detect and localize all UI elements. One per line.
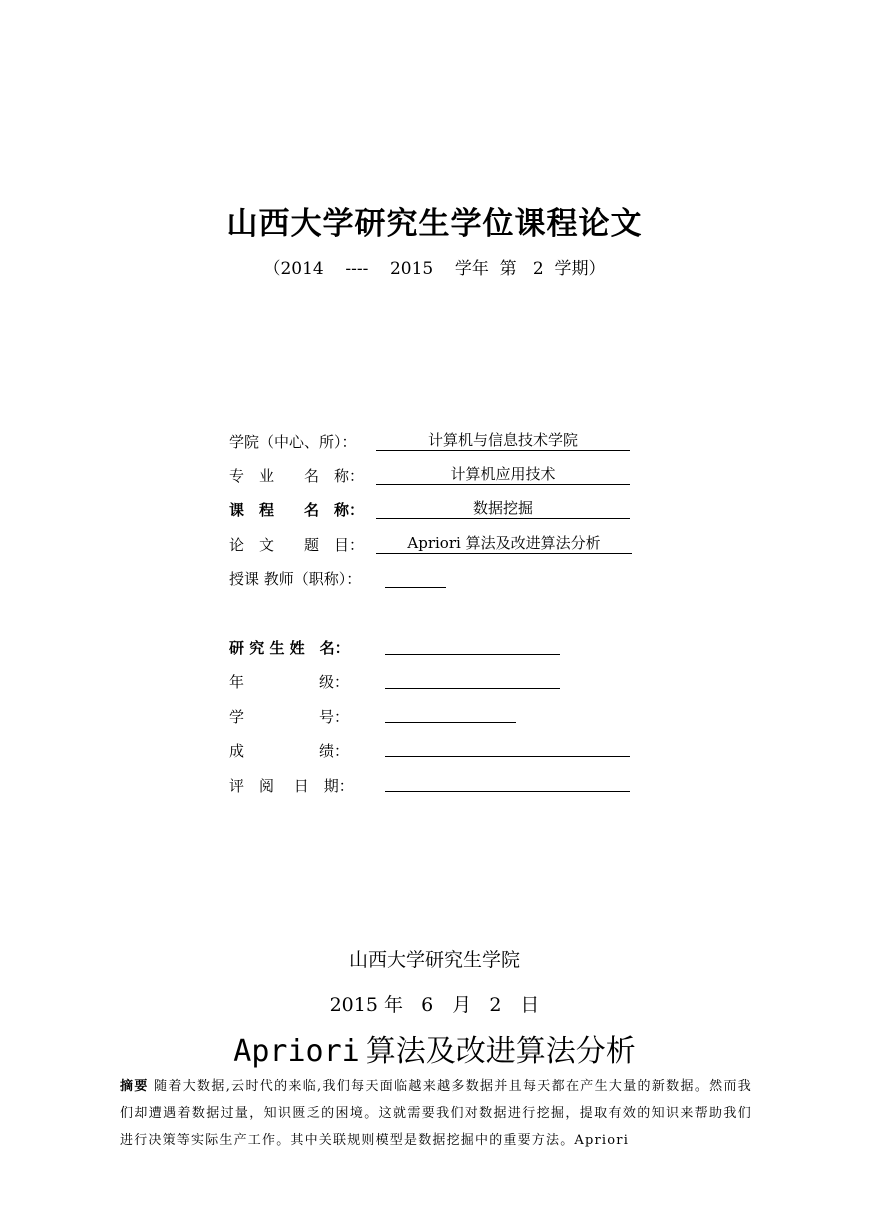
student-name-label: 研 究 生 姓 名： xyxy=(229,639,350,657)
term-di: 第 xyxy=(499,259,517,279)
student-name-field[interactable] xyxy=(385,634,560,655)
major-label: 专 业 名 称： xyxy=(229,467,365,485)
college-field[interactable]: 计算机与信息技术学院 xyxy=(376,430,630,451)
teacher-field[interactable] xyxy=(385,567,446,588)
review-date-field[interactable] xyxy=(385,771,630,792)
college-label: 学院（中心、所）： xyxy=(229,433,357,451)
student-id-label: 学 号： xyxy=(229,708,350,726)
date-year: 2015 年 xyxy=(329,994,403,1016)
date-month: 6 月 xyxy=(421,994,472,1016)
score-row xyxy=(229,737,349,761)
paper-title xyxy=(0,1026,869,1070)
term-number: 2 xyxy=(532,259,544,279)
grade-label: 年 级： xyxy=(229,673,350,691)
paper-title-cn: 算法及改进算法分析 xyxy=(365,1034,636,1069)
topic-field[interactable]: Apriori 算法及改进算法分析 xyxy=(376,533,632,554)
major-field[interactable]: 计算机应用技术 xyxy=(376,464,630,485)
abstract xyxy=(120,1073,752,1154)
academic-term xyxy=(0,254,869,279)
teacher-label: 授课 教师（职称）： xyxy=(229,570,362,588)
student-id-row xyxy=(229,703,349,727)
term-year-label: 学年 xyxy=(454,259,489,279)
term-start-year: （2014 xyxy=(263,259,324,279)
graduate-school-name: 山西大学研究生学院 xyxy=(348,949,520,971)
course-field[interactable]: 数据挖掘 xyxy=(376,498,630,519)
college-row xyxy=(229,428,357,452)
teacher-row xyxy=(229,565,361,589)
score-field[interactable] xyxy=(385,736,630,757)
course-label: 课 程 名 称： xyxy=(229,501,365,519)
grade-row xyxy=(229,668,349,692)
student-name-row xyxy=(229,634,350,658)
submission-date xyxy=(0,990,869,1017)
abstract-text: 随着大数据,云时代的来临,我们每天面临越来越多数据并且每天都在产生大量的新数据。然而我们却遭遇着数据过量，知识匮乏的困境。这就需要我们对数据进行挖掘，提取有效的知识来帮助我们进行决策等实际生产工作。其中关联规则模型是数据挖掘中的重要方法。Apriori xyxy=(120,1079,752,1148)
review-date-label: 评 阅 日 期： xyxy=(229,777,354,795)
abstract-label: 摘要 xyxy=(120,1079,149,1094)
review-date-row xyxy=(229,772,354,796)
grade-field[interactable] xyxy=(385,668,560,689)
paper-title-en: Apriori xyxy=(233,1034,360,1069)
course-row xyxy=(229,496,364,520)
term-dash: ---- xyxy=(345,259,369,279)
topic-row xyxy=(229,531,364,555)
topic-label: 论 文 题 目： xyxy=(229,536,365,554)
document-title: 山西大学研究生学位课程论文 xyxy=(226,206,643,242)
term-label: 学期） xyxy=(554,259,606,279)
score-label: 成 绩： xyxy=(229,742,350,760)
major-row xyxy=(229,462,364,486)
student-id-field[interactable] xyxy=(385,702,516,723)
term-end-year: 2015 xyxy=(389,259,434,279)
date-day: 2 日 xyxy=(489,994,540,1016)
